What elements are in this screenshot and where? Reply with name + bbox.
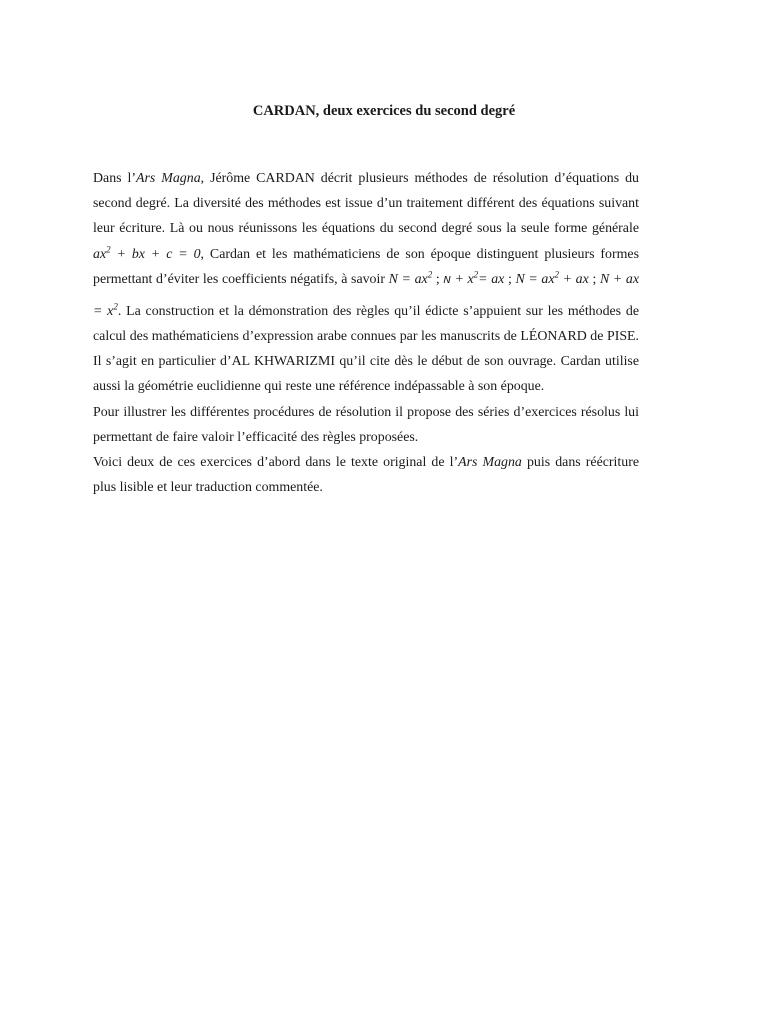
document-body (93, 166, 639, 500)
form-4: N + ax = $x^2$ (93, 271, 639, 319)
ars-magna-title-2: Ars Magna (458, 455, 522, 471)
intro-text-1: Dans l’ (93, 171, 137, 186)
form-3: $N = ax^2$ + ax (515, 269, 589, 287)
document-title: CARDAN, deux exercices du second degré (252, 103, 516, 119)
form-1: $N = ax^2$ (388, 269, 433, 287)
paragraph-exercises: Voici deux de ces exercices d’abord dans le texte original de l’Ars Magna puis dans réécriture plus lisible et leur traduction commentée. (93, 455, 639, 496)
general-equation: $ax^2$ + bx + c = 0 (93, 244, 201, 262)
paragraph-procedures: Pour illustrer les différentes procédures de résolution il propose des séries d’exercices résolus lui permettant de faire valoir l’efficacité des règles proposées. (93, 404, 639, 445)
intro-text-3: , Cardan et les mathématiciens de son époque distinguent plusieurs formes permettant d’éviter les coefficients négatifs, à savoir (93, 246, 639, 287)
form-2: $N + x^2=$ ax (443, 269, 505, 287)
paragraph-intro: Dans l’Ars Magna, Jérôme CARDAN décrit plusieurs méthodes de résolution d’équations du second degré. La diversité des méthodes est issue d’un traitement différent des équations suivant leur écriture. Là ou nous réunissons les équations du second degré sous la seule forme générale $ax^2$ + bx + c = 0, Cardan et les mathématiciens de son époque distinguent plusieurs formes permettant d’éviter les coefficients négatifs, à savoir $N = ax^2$ ; $N + x^2=$ ax ; $N = ax^2$ + ax ; N + ax = $x^2$. La construction et la démonstration des règles qu’il édicte s’appuient sur les méthodes de calcul des mathématiciens d’expression arabe connues par les manuscrits de LÉONARD de PISE. Il s’agit en particulier d’AL KHWARIZMI qu’il cite dès le début de son ouvrage. Cardan utilise aussi la géométrie euclidienne qui reste une référence indépassable à son époque. (93, 171, 639, 395)
intro-text-4: . La construction et la démonstration des règles qu’il édicte s’appuient sur les méthodes de calcul des mathématiciens d’expression arabe connues par les manuscrits de LÉONARD de PISE. Il s’agit en particulier d’AL KHWARIZMI qu’il cite dès le début de son ouvrage. Cardan utilise aussi la géométrie euclidienne qui reste une référence indépassable à son époque. (93, 303, 639, 395)
ars-magna-title: Ars Magna (136, 171, 201, 186)
intro-text-2: , Jérôme CARDAN décrit plusieurs méthodes de résolution d’équations du second degré. La diversité des méthodes est issue d’un traitement différent des équations suivant leur écriture. Là ou nous réunissons les équations du second degré sous la seule forme générale (93, 171, 639, 237)
